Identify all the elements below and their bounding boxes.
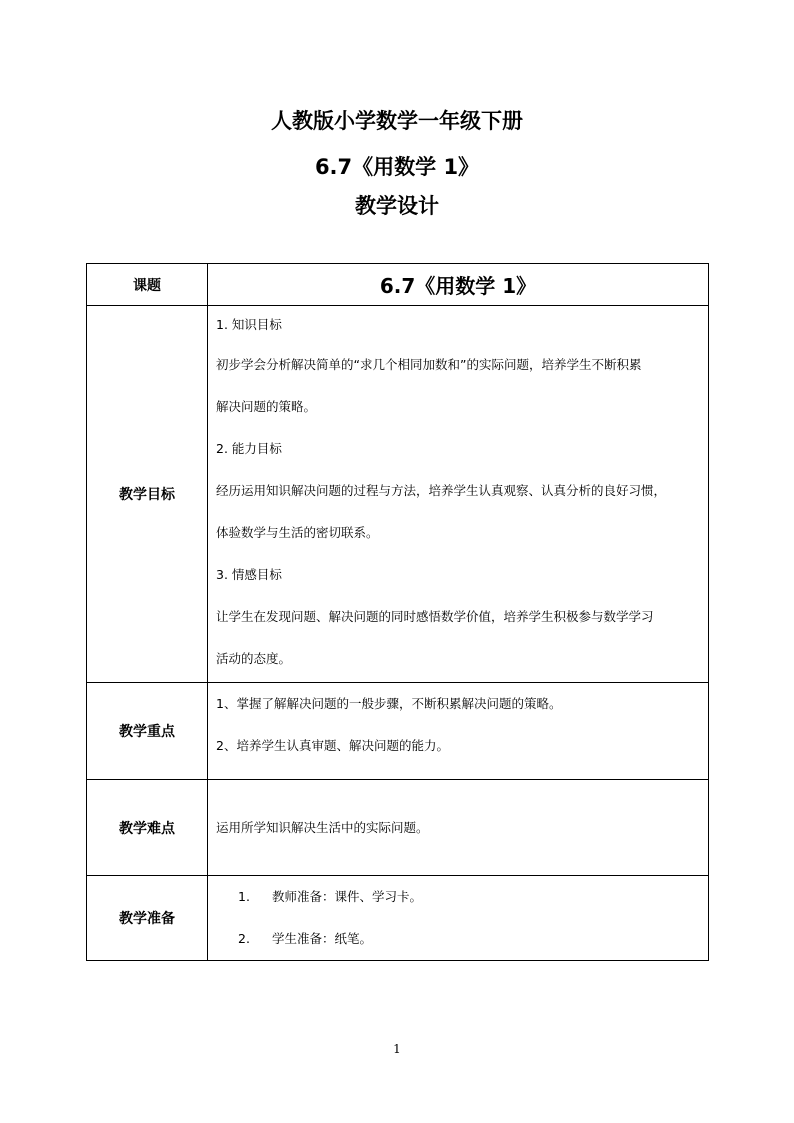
goals-line: 1. 知识目标 [216, 317, 282, 332]
preparation-item [216, 876, 704, 918]
goals-content [208, 306, 709, 683]
preparation-item [216, 918, 704, 960]
difficulty-text: 运用所学知识解决生活中的实际问题。 [216, 820, 429, 835]
topic-value: 6.7《用数学 1》 [208, 264, 709, 306]
goals-line: 解决问题的策略。 [216, 399, 317, 414]
goals-line: 3. 情感目标 [216, 567, 282, 582]
preparation-text: 学生准备：纸笔。 [272, 931, 373, 946]
key-point-line: 1、掌握了解解决问题的一般步骤，不断积累解决问题的策略。 [216, 696, 562, 711]
document-title: 人教版小学数学一年级下册 [271, 109, 523, 133]
goals-line: 让学生在发现问题、解决问题的同时感悟数学价值，培养学生积极参与数学学习 [216, 609, 654, 624]
goals-line: 体验数学与生活的密切联系。 [216, 525, 379, 540]
goals-label: 教学目标 [87, 306, 208, 683]
preparation-text: 教师准备：课件、学习卡。 [272, 889, 423, 904]
key-points-label: 教学重点 [87, 683, 208, 780]
table-row-key-points [87, 683, 709, 780]
document-subtitle: 教学设计 [355, 194, 439, 218]
goals-line: 初步学会分析解决简单的“求几个相同加数和”的实际问题，培养学生不断积累 [216, 357, 642, 372]
goals-line: 活动的态度。 [216, 651, 292, 666]
topic-label: 课题 [87, 264, 208, 306]
table-row-difficulty [87, 780, 709, 876]
table-row-topic [87, 264, 709, 306]
key-point-line: 2、培养学生认真审题、解决问题的能力。 [216, 738, 449, 753]
list-number: 1. [238, 889, 250, 904]
lesson-title: 6.7《用数学 1》 [314, 155, 480, 179]
page-number: 1 [393, 1042, 401, 1056]
lesson-plan-table [86, 263, 709, 961]
preparation-label: 教学准备 [87, 876, 208, 961]
goals-line: 2. 能力目标 [216, 441, 282, 456]
goals-line: 经历运用知识解决问题的过程与方法，培养学生认真观察、认真分析的良好习惯， [216, 483, 667, 498]
table-row-preparation [87, 876, 709, 961]
difficulty-content [208, 780, 709, 876]
preparation-content [208, 876, 709, 961]
table-row-goals [87, 306, 709, 683]
list-number: 2. [238, 931, 250, 946]
difficulty-label: 教学难点 [87, 780, 208, 876]
key-points-content [208, 683, 709, 780]
